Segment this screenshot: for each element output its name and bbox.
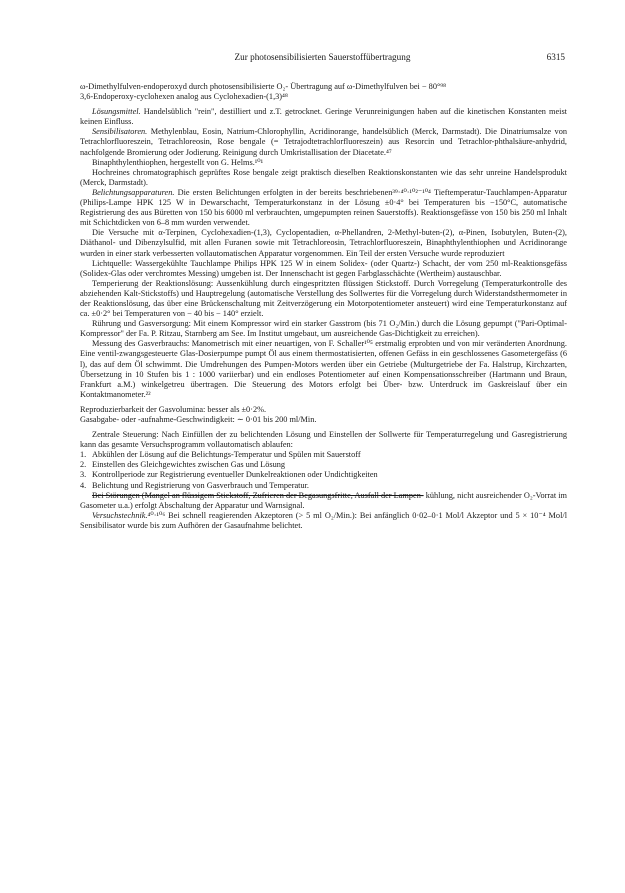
body-text: [80, 82, 567, 531]
paragraph-belichtung: [80, 188, 567, 228]
list-number: 1.: [80, 450, 87, 460]
paragraph-reproduzierbarkeit: Reproduzierbarkeit der Gasvolumina: besser als ±0·2%.: [80, 404, 267, 414]
paragraph-zentrale-steuerung: Zentrale Steuerung: Nach Einfüllen der zu belichtenden Lösung und Einstellen der Sollwerte für Temperaturregelung und Gasregistrierung kann das gesamte Versuchsprogramm vollautomatisch ablaufen:: [80, 430, 567, 450]
paragraph-text: Die ersten Belichtungen erfolgten in der bereits beschriebenen³⁹·⁴⁰·¹⁰²⁻¹⁰⁴ Tieftemperatur-Tauchlampen-Apparatur (Philips-Lampe HPK 125 W in Dewarschacht, Temperaturkonstanz in der Lösung ±0·4° bei Temperaturen bis −150°C, automatische Registrierung des aus Büretten von 150 bis 6000 ml verbrauchten, umgepumpten reinen Sauerstoffs). Reaktionsgefässe von 150 bis 250 ml Inhalt mit Schichtdicken von 6–8 mm wurden verwendet.: [80, 187, 567, 228]
paragraph-ruehrung: Rührung und Gasversorgung: Mit einem Kompressor wird ein starker Gasstrom (bis 71 O₂/Min.) durch die Lösung gepumpt ("Pari-Optimal-Kompressor" der Fa. P. Ritzau, Starnberg am See. Im Institut umgebaut, um ausreichende Gas-Dichtigkeit zu erreichen).: [80, 319, 567, 339]
list-item: [80, 470, 567, 480]
paragraph-binaphthylen: Binaphthylenthiophen, hergestellt von G. Helms.¹⁰¹: [92, 157, 264, 167]
paragraph-text: kühlung, nicht ausreichender O₂-Vorrat im Gasometer u.a.) erfolgt Abschaltung der Apparatur und Warnsignal.: [80, 490, 567, 510]
running-header: [80, 52, 565, 66]
paragraph-text: Methylenblau, Eosin, Natrium-Chlorophyllin, Acridinorange, handelsüblich (Merck, Darmstadt). Die Dinatriumsalze von Tetrachlorfluoreszein, Tetrachloreosin, Rose bengale (= Tetrajodtetrachlorfluoreszein) aus Resorcin und Tetrachlor-phthalsäure-anhydrid, nachfolgende Bromierung oder Jodierung. Reinigung durch Umkristallisation der Diacetate.⁴⁷: [80, 127, 567, 157]
list-text: Einstellen des Gleichgewichtes zwischen Gas und Lösung: [92, 460, 286, 470]
list-item: [80, 450, 567, 460]
section-label: Versuchstechnik.: [92, 510, 148, 520]
program-steps-list: [80, 450, 567, 490]
section-label: Sensibilisatoren.: [92, 127, 148, 137]
section-label: Belichtungsapparaturen.: [92, 187, 175, 197]
list-text: Kontrollperiode zur Registrierung eventueller Dunkelreaktionen oder Undichtigkeiten: [92, 470, 378, 480]
paragraph-text: Bei schnell reagierenden Akzeptoren (> 5 ml O₂/Min.): Bei anfänglich 0·02–0·1 Mol/l Akzeptor und 5 × 10⁻⁴ Mol/l Sensibilisator wurde bis zum Aufhören der Gasaufnahme belichtet.: [80, 510, 567, 530]
struck-text: Bei Störungen (Mangel an flüssigem Stickstoff, Zufrieren der Begasungsfritte, Ausfall der Lampen-: [92, 490, 424, 500]
list-number: 4.: [80, 480, 87, 490]
paragraph-text: Handelsüblich "rein", destilliert und z.T. getrocknet. Geringe Verunreinigungen haben auf die kinetischen Konstanten meist keinen Einfluss.: [80, 107, 567, 127]
paragraph-versuche: Die Versuche mit α-Terpinen, Cyclohexadien-(1,3), Cyclopentadien, α-Phellandren, 2-Methyl-buten-(2), α-Pinen, Isobutylen, Buten-(2), Diäthanol- und Dibenzylsulfid, mit allen Furanen sowie mit Tetrachloreosin, Tetrachlorfluoreszein, Binaphthylenthiophen und Acridinorange wurden in einer stark verbesserten vollautomatischen Apparatur vorgenommen. Ein Teil der ersten Versuche wurde reproduziert: [80, 228, 567, 258]
list-text: Belichtung und Registrierung von Gasverbrauch und Temperatur.: [92, 480, 310, 490]
paragraph-versuchstechnik: [80, 511, 567, 531]
section-label: Lösungsmittel.: [92, 107, 141, 117]
list-item: [80, 460, 567, 470]
compound-line-1: ω-Dimethylfulven-endoperoxyd durch photosensibilisierte O₂- Übertragung auf ω-Dimethylfulven bei − 80°⁹⁸: [80, 82, 447, 91]
paragraph-lichtquelle: Lichtquelle: Wassergekühlte Tauchlampe Philips HPK 125 W in einem Solidex- (oder Quartz-) Schacht, der vom 250 ml-Reaktionsgefäss (Solidex-Glas oder verchromtes Messing) umgeben ist. Der Innenschacht ist gegen Farbglasschächte (Wertheim) austauschbar.: [80, 258, 567, 278]
list-number: 2.: [80, 460, 87, 470]
list-text: Abkühlen der Lösung auf die Belichtungs-Temperatur und Spülen mit Sauerstoff: [92, 450, 361, 460]
reference-marker: ⁴⁰·¹⁰⁶: [147, 510, 166, 520]
paragraph-hochrein: Hochreines chromatographisch geprüftes Rose bengale zeigt praktisch dieselben Reaktionskonstanten wie das sehr unreine Handelsprodukt (Merck, Darmstadt).: [80, 167, 567, 187]
paragraph-messung: Messung des Gasverbrauchs: Manometrisch mit einer neuartigen, von F. Schaller¹⁰⁵ erstmalig erprobten und von mir veränderten Anordnung. Eine ventil-zwangsgesteuerte Glas-Dosierpumpe pumpt Öl aus einem thermostatisierten, offenen Gefäss in ein geschlossenes Gasometergefäss (6 l), das auf dem Öl schwimmt. Die Umdrehungen des Pumpen-Motors werden über ein Getriebe (Multurgetriebe der Fa. Halstrup, Kirchzarten, Übersetzung in 10 Stufen bis 1 : 1000 variierbar) und ein endloses Potentiometer auf einen Kompensationsschreiber (Hartmann und Braun, Frankfurt a.M.) winkelgetreu übertragen. Die Steuerung des Motors erfolgt bei Über- bzw. Unterdruck im Gaskreislauf über ein Kontaktmanometer.²²: [80, 339, 567, 399]
list-item: [80, 481, 567, 491]
compound-line-2: 3,6-Endoperoxy-cyclohexen analog aus Cyclohexadien-(1,3)⁴⁸: [80, 92, 288, 102]
page-number: 6315: [546, 52, 565, 62]
paragraph-loesungsmittel: [80, 107, 567, 127]
paragraph-stoerungen: [80, 491, 567, 511]
list-number: 3.: [80, 470, 87, 480]
paragraph-temperierung: Temperierung der Reaktionslösung: Aussenkühlung durch eingespritzten flüssigen Stickstoff. Durch Vorregelung (Temperaturkontrolle des abziehenden Kalt-Stickstoffs) und Hauptregelung (automatische Verstellung des Sollwertes für die Vorregelung durch Widerstandsthermometer in der Reaktionslösung, das über eine Brückenschaltung mit Zeitverzögerung ein Motorpotentiometer ansteuert) wird eine Temperaturkonstanz auf ca. ±0·2° bei Temperaturen von − 40 bis − 140° erzielt.: [80, 278, 567, 319]
paragraph-gasabgabe: Gasabgabe- oder -aufnahme-Geschwindigkeit: ∼ 0·01 bis 200 ml/Min.: [80, 415, 317, 424]
running-title: Zur photosensibilisierten Sauerstoffübertragung: [234, 52, 411, 62]
paragraph-sensibilisatoren: [80, 127, 567, 157]
